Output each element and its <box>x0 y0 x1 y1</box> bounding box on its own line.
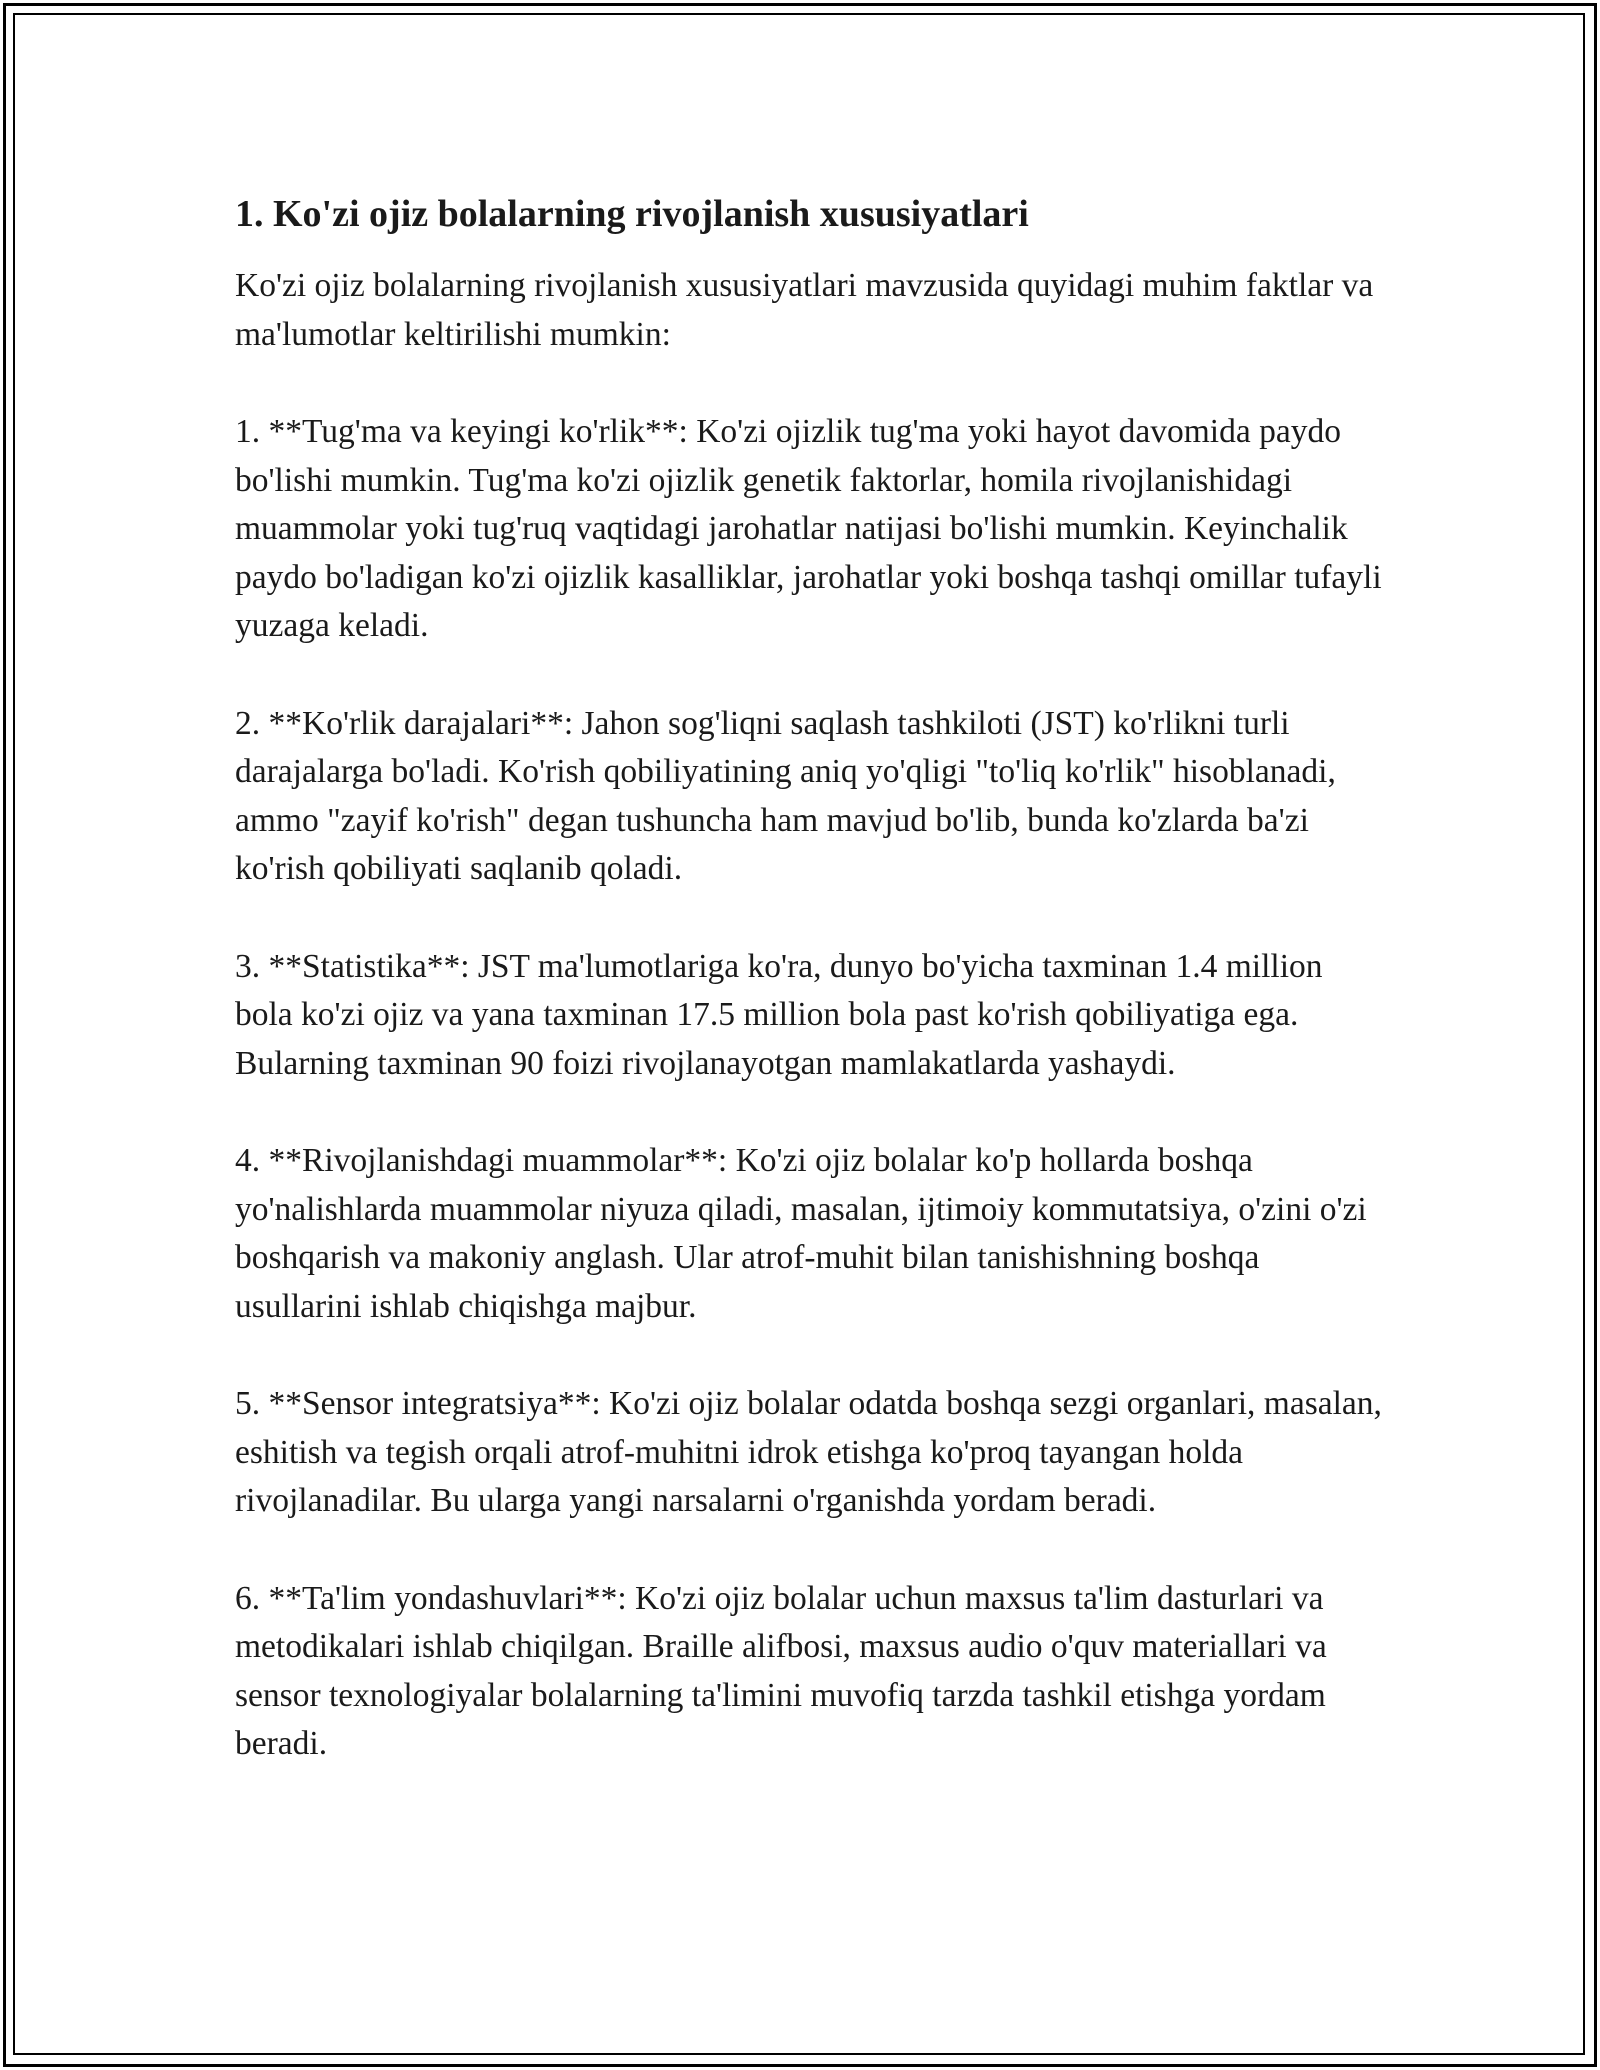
list-item-sensory-integration: 5. **Sensor integratsiya**: Ko'zi ojiz bolalar odatda boshqa sezgi organlari, masalan, eshitish va tegish orqali atrof-muhitni idrok etishga ko'proq tayangan holda rivojlanadilar. Bu ularga yangi narsalarni o'rganishda yordam beradi. <box>235 1385 1382 1519</box>
intro-paragraph: Ko'zi ojiz bolalarning rivojlanish xususiyatlari mavzusida quyidagi muhim faktlar va ma'lumotlar keltirilishi mumkin: <box>235 267 1374 353</box>
document-body <box>235 186 1385 1769</box>
section-heading: 1. Ko'zi ojiz bolalarning rivojlanish xususiyatlari <box>235 193 1029 235</box>
list-item-congenital-blindness: 1. **Tug'ma va keyingi ko'rlik**: Ko'zi ojizlik tug'ma yoki hayot davomida paydo bo'lishi mumkin. Tug'ma ko'zi ojizlik genetik faktorlar, homila rivojlanishidagi muammolar yoki tug'ruq vaqtidagi jarohatlar natijasi bo'lishi mumkin. Keyinchalik paydo bo'ladigan ko'zi ojizlik kasalliklar, jarohatlar yoki boshqa tashqi omillar tufayli yuzaga keladi. <box>235 413 1382 644</box>
list-item-statistics: 3. **Statistika**: JST ma'lumotlariga ko'ra, dunyo bo'yicha taxminan 1.4 million bola ko'zi ojiz va yana taxminan 17.5 million bola past ko'rish qobiliyatiga ega. Bularning taxminan 90 foizi rivojlanayotgan mamlakatlarda yashaydi. <box>235 947 1323 1082</box>
list-item-development-problems: 4. **Rivojlanishdagi muammolar**: Ko'zi ojiz bolalar ko'p hollarda boshqa yo'nalishlarda muammolar niyuza qiladi, masalan, ijtimoiy kommutatsiya, o'zini o'zi boshqarish va makoniy anglash. Ular atrof-muhit bilan tanishishning boshqa usullarini ishlab chiqishga majbur. <box>235 1142 1367 1325</box>
list-item-blindness-levels: 2. **Ko'rlik darajalari**: Jahon sog'liqni saqlash tashkiloti (JST) ko'rlikni turli darajalarga bo'ladi. Ko'rish qobiliyatining aniq yo'qligi "to'liq ko'rlik" hisoblanadi, ammo "zayif ko'rish" degan tushuncha ham mavjud bo'lib, bunda ko'zlarda ba'zi ko'rish qobiliyati saqlanib qoladi. <box>235 704 1336 887</box>
list-item-education-approaches: 6. **Ta'lim yondashuvlari**: Ko'zi ojiz bolalar uchun maxsus ta'lim dasturlari va metodikalari ishlab chiqilgan. Braille alifbosi, maxsus audio o'quv materiallari va sensor texnologiyalar bolalarning ta'limini muvofiq tarzda tashkil etishga yordam beradi. <box>235 1579 1327 1762</box>
